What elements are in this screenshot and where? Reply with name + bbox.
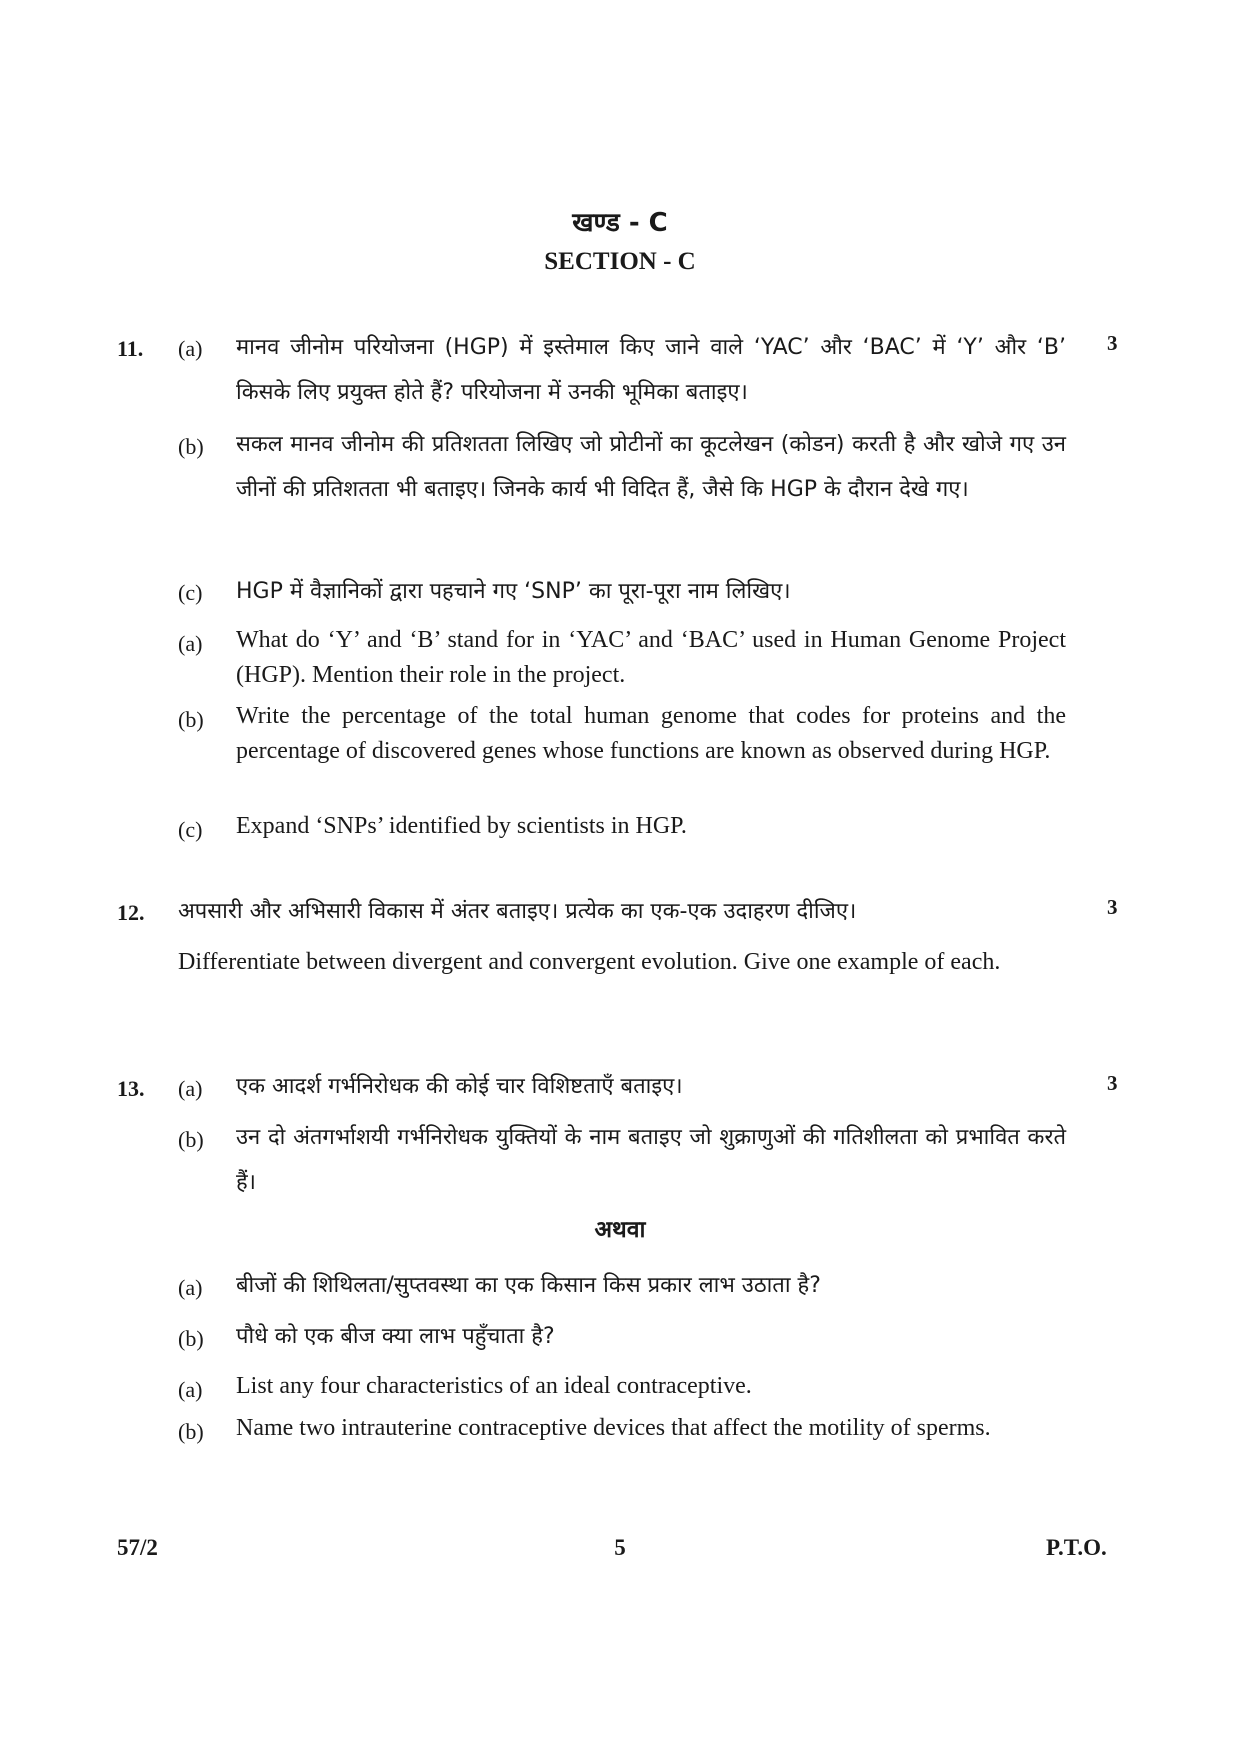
section-title-hindi: खण्ड - C (572, 208, 668, 238)
q13-a-english-text: List any four characteristics of an ideal contraceptive. (236, 1373, 752, 1399)
q11-a-english-label: (a) (178, 631, 203, 656)
question-12-number: 12. (117, 900, 145, 925)
paper-code: 57/2 (117, 1535, 158, 1560)
or-separator: अथवा (594, 1217, 646, 1243)
q11-c-hindi-text: HGP में वैज्ञानिकों द्वारा पहचाने गए ‘SNP’ का पूरा-पूरा नाम लिखिए। (236, 579, 791, 604)
question-13-number: 13. (117, 1076, 145, 1101)
q11-c-hindi-label: (c) (178, 580, 203, 605)
question-13-marks: 3 (1107, 1071, 1118, 1095)
question-11-number: 11. (117, 336, 144, 361)
please-turn-over: P.T.O. (1046, 1535, 1107, 1560)
q11-a-english-text: What do ‘Y’ and ‘B’ stand for in ‘YAC’ and ‘BAC’ used in Human Genome Project (HGP). Mention their role in the project. (236, 627, 1066, 688)
q12-english-text: Differentiate between divergent and convergent evolution. Give one example of each. (178, 949, 1001, 975)
q13-a-hindi-text: एक आदर्श गर्भनिरोधक की कोई चार विशिष्टताएँ बताइए। (236, 1074, 683, 1099)
q13-a-hindi-label: (a) (178, 1076, 203, 1101)
q13-b-hindi-label: (b) (178, 1127, 204, 1152)
page-number: 5 (614, 1535, 626, 1560)
q11-c-english-text: Expand ‘SNPs’ identified by scientists in HGP. (236, 813, 687, 839)
q12-hindi-text: अपसारी और अभिसारी विकास में अंतर बताइए। प्रत्येक का एक-एक उदाहरण दीजिए। (178, 899, 857, 924)
q13-b-english-text: Name two intrauterine contraceptive devices that affect the motility of sperms. (236, 1415, 991, 1441)
q11-b-english-text: Write the percentage of the total human genome that codes for proteins and the percentage of discovered genes whose functions are known as observed during HGP. (236, 703, 1066, 764)
q11-b-hindi-text: सकल मानव जीनोम की प्रतिशतता लिखिए जो प्रोटीनों का कूटलेखन (कोडन) करती है और खोजे गए उन जीनों की प्रतिशतता भी बताइए। जिनके कार्य भी विदित हैं, जैसे कि HGP के दौरान देखे गए। (236, 432, 1066, 502)
q11-a-hindi-label: (a) (178, 336, 203, 361)
q11-b-hindi-label: (b) (178, 434, 204, 459)
q13-or-b-label: (b) (178, 1326, 204, 1351)
q11-c-english-label: (c) (178, 817, 203, 842)
section-title-english: SECTION - C (544, 248, 696, 275)
question-11-marks: 3 (1107, 331, 1118, 355)
q13-b-english-label: (b) (178, 1419, 204, 1444)
q13-or-a-label: (a) (178, 1275, 203, 1300)
q13-b-hindi-text: उन दो अंतगर्भाशयी गर्भनिरोधक युक्तियों के नाम बताइए जो शुक्राणुओं की गतिशीलता को प्रभावित करते हैं। (236, 1125, 1066, 1195)
q13-or-a-hindi-text: बीजों की शिथिलता/सुप्तवस्था का एक किसान किस प्रकार लाभ उठाता है? (236, 1273, 821, 1298)
q13-or-b-hindi-text: पौधे को एक बीज क्या लाभ पहुँचाता है? (236, 1324, 555, 1349)
q11-b-english-label: (b) (178, 707, 204, 732)
q13-a-english-label: (a) (178, 1377, 203, 1402)
question-12-marks: 3 (1107, 895, 1118, 919)
q11-a-hindi-text: मानव जीनोम परियोजना (HGP) में इस्तेमाल किए जाने वाले ‘YAC’ और ‘BAC’ में ‘Y’ और ‘B’ किसके लिए प्रयुक्त होते हैं? परियोजना में उनकी भूमिका बताइए। (236, 335, 1066, 405)
